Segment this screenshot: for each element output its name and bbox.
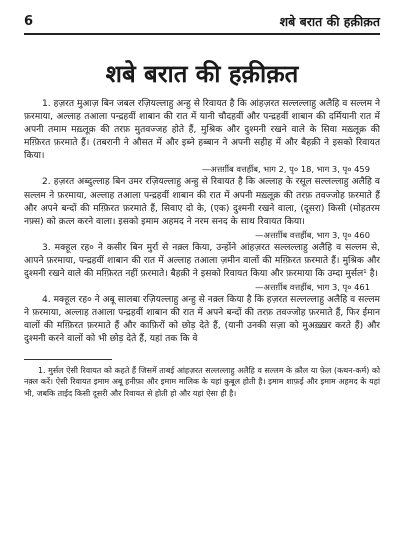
footnote: 1. मुर्सल ऐसी रिवायत को कहते हैं जिसमें ताबई आंहज़रत सल्लल्लाहु अलैहि व सल्लम के क़ौल या फ़ेल (कथन-कर्म) को नक़्ल करें। ऐसी रिवायत इमाम अबू हनीफ़ा और इमाम मालिक के यहां क़ुबूल होती है। इमाम शाफ़ई और इमाम अहमद के यहां भी, जबकि ताईद किसी दूसरी और रिवायत से होती हो और यहां ऐसा ही है। bbox=[24, 365, 380, 399]
hadith-paragraph-3: 3. मक्हूल रह० ने कसीर बिन मुर्रा से नक़्ल किया, उन्होंने आंहज़रत सल्लल्लाहु अलैहि व सल्लम से, आपने फ़रमाया, पन्द्रहवीं शाबान की रात में अल्लाह तआला ज़मीन वालों की मग़्फ़िरत फ़रमाते हैं। मुश्रिक और दुश्मनी रखने वाले की मग़्फ़िरत नहीं फ़रमाते। बैहक़ी ने इसको रिवायत किया और फ़रमाया कि उम्दा मुर्सल¹ है। bbox=[24, 242, 380, 280]
hadith-paragraph-1: 1. हज़रत मुआज़ बिन जबल रज़ियल्लाहु अन्हु से रिवायत है कि आंहज़रत सल्लल्लाहु अलैहि व सल्लम ने फ़रमाया, अल्लाह तआला पन्द्रहवीं शाबान की रात में यानी चौदहवीं और पन्द्रहवीं शाबान की दर्मियानी रात में अपनी तमाम मख़्लूक़ की तरफ़ मुतवज्जह होते हैं, मुश्रिक और दुश्मनी रखने वाले के सिवा मख़्लूक़ की मग़्फ़िरत फ़रमाते हैं। (तबरानी ने औसत में और इब्ने हब्बान ने अपनी सहीह में और बैहक़ी ने इसको रिवायत किया। bbox=[24, 99, 380, 162]
citation-3: —अत्तर्ग़ीब वत्तर्हीब, भाग 3, पृ० 461 bbox=[255, 282, 370, 293]
page-number: 6 bbox=[24, 14, 34, 29]
hadith-paragraph-4: 4. मक्हूल रह० ने अबू सालबा रज़ियल्लाहु अन्हु से नक़्ल किया है कि हज़रत सल्लल्लाहु अलैहि व सल्लम ने फ़रमाया, अल्लाह तआला पन्द्रहवीं शाबान की रात में अपने बन्दों की तरफ़ तवज्जोह फ़रमाते हैं, फिर ईमान वालों की मग़्फ़िरत फ़रमाते हैं और काफ़िरों को छोड़ देते हैं, (यानी उनकी सज़ा को मुअख़्ख़र करते हैं) और दुश्मनी करने वालों को भी छोड़ देते हैं, यहां तक कि वे bbox=[24, 295, 380, 345]
running-header bbox=[24, 14, 380, 35]
book-page bbox=[24, 14, 380, 400]
chapter-title: शबे बरात की हक़ीक़त bbox=[105, 60, 299, 88]
hadith-paragraph-2: 2. हज़रत अब्दुल्लाह बिन उमर रज़ियल्लाहु अन्हु से रिवायत है कि अल्लाह के रसूल सल्लल्लाहु अलैहि व सल्लम ने फ़रमाया, अल्लाह तआला पन्द्रहवीं शाबान की रात में अपनी मख़्लूक़ की तरफ़ तवज्जोह फ़रमाते हैं और अपने बन्दों की मग़्फ़िरत फ़रमाते हैं, सिवाए दो के, (एक) दुश्मनी रखने वाला, (दूसरा) किसी (मोहतरम नफ़्स) को क़त्ल करने वाला। इसको इमाम अहमद ने नरम सनद के साथ रिवायत किया। bbox=[24, 177, 380, 227]
citation-1: —अत्तर्ग़ीब वत्तर्हीब, भाग 2, पृ० 18, भाग 3, पृ० 459 bbox=[201, 164, 370, 175]
citation-2: —अत्तर्ग़ीब वत्तर्हीब, भाग 3, पृ० 460 bbox=[255, 229, 370, 240]
running-title: शबे बरात की हक़ीक़त bbox=[279, 14, 380, 29]
footnote-divider bbox=[24, 359, 112, 360]
